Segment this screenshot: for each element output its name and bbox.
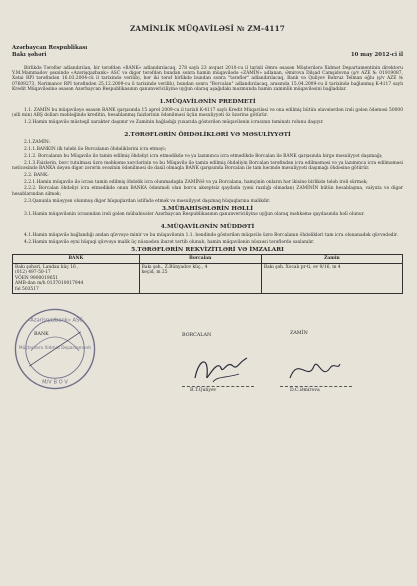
- zamin-name: D.C.Əmirova: [290, 388, 320, 394]
- bank-requisites: [13, 263, 140, 294]
- clause-4-2: 4.2.Hamin müqavilə eyni hüquqi qüvvəyə malik üç nüsxədən ibarət tərtib olunub, hamin müqavilənin nüsxəsi tərəflərdə saxlanılır.: [24, 239, 315, 245]
- bank-account: AMB-dan m/h 0137010017944: [15, 281, 84, 287]
- requisites-header-row: [13, 255, 403, 264]
- clause-2-2-1: 2.2.1.Hamin müqavilə ilə icrası tamin edilmiş öhdəlik icra olunmadıqda ZAMİNƏ və ya Borcalana, hamçinin onların hər ikisinə birlikdə tələb irəli sürmək;: [24, 179, 368, 185]
- section-5-title: 5.TƏRƏFLƏRİN REKVİZİTLƏRİ VƏ İMZALARI: [131, 245, 284, 253]
- clause-2-2: 2.2. BANK:: [24, 172, 49, 178]
- bank-voen: VÖEN 9900019651: [15, 275, 59, 281]
- borcalan-requisites: [139, 263, 261, 294]
- city-label: Bakı şəhəri: [12, 51, 47, 58]
- sign-borcalan-label: BORCALAN: [182, 333, 212, 339]
- requisites-table: [12, 254, 403, 294]
- sign-bank-label: BANK: [34, 332, 49, 338]
- zamin-signature-icon: [284, 352, 344, 388]
- header-borcalan: Borcalan: [139, 255, 261, 264]
- clause-2-1-3: 2.1.3.Faizlərin, borc tutulması üzrə məhkəmə xərclərinin və bu Müqavilə ilə tamin edilmiş öhdəliyin Borcalan tərəfindən icra edilməməsi və ya lazımınca icra edilməməsi nəticəsində BANKA dəyən digər zərərin əvəzinin ödənilməsi də daxil olmaqla BANK qarşısında Borcalan ilə tam həcmdə məsuliyyəti daşımağı öhdəsinə götürür.: [12, 160, 403, 172]
- zamin-requisites: [261, 263, 402, 294]
- borcalan-name: B.T.Quliyev: [190, 388, 217, 394]
- section-3-title: 3.MÜBAHİSƏLƏRİN HƏLLİ: [161, 204, 254, 212]
- document-date: 10 may 2012-ci il: [350, 51, 403, 58]
- bank-address: Bakı şəhəri, Landau küç 16 ,: [15, 264, 79, 270]
- clause-4-1: 4.1.Hamin müqavilə bağlandığı andan qüvvəyə minir və bu müqavilənin 1.1. bəndində göstərilən müqavilə üzrə Borcalanın öhdəlikləri tam icra olunanadək qüvvədədir.: [24, 232, 398, 238]
- borcalan-address-2: keçid, m 25: [141, 270, 168, 276]
- document-title: ZAMİNLİK MÜQAVİLƏSİ № ZM-4117: [129, 24, 286, 33]
- borcalan-sign-line: [182, 386, 254, 387]
- borcalan-signature-icon: [187, 348, 257, 388]
- sign-zamin-label: ZAMİN: [290, 331, 308, 337]
- zamin-address: Bakı şəh. Xocalı pr-ti, ev 9/16, m 4: [263, 264, 341, 270]
- bank-stamp-icon: [12, 306, 98, 392]
- bank-phone: (012) 497-50-17: [15, 270, 51, 276]
- clause-2-1-2: 2.1.2. Borcalanın bu Müqavilə ilə tamin edilmiş öhdəliyi icra etmədikdə və ya lazımınca icra etmədikdə Borcalan ilə BANK qarşısında birgə məsuliyyət daşımağı;: [24, 153, 383, 159]
- signature-labels: [12, 331, 403, 346]
- header-bank: BANK: [13, 255, 140, 264]
- intro-paragraph: Birlikdə Tərəflər adlandırılan, bir tərəfdən «BANK» adlandırılacaq, 278 saylı 23 avqust 2010-cu il tarixli Əmrə əsasən Müştərilərə Xidmət Departamentinin direktoru Y.M.Mammadov şəxsində «Azərişqazbank» ASC və digər tərəfdən bundan sonra hamin müqavilədə «ZAMİN» adlanan, Əmirova Dilşad Camşidovna (ş/v AZE № 01919087, Xətai RPI tərəfindən 16.03.2004-cü il tarixində verilib), hər iki tərəf birlikdə bundan sonra "tərəflər" adlandırılacaq, Bank və Quliyev Bəhruz Telman oğlu (ş/v AZE № 07609273, Nərimanov RPI tərəfindən 25.12.2009-cu il tarixində verilib), bundan sonra "Borcalan" adlandırılacaq, arasında 15.04.2009-cu il tarixində bağlanmış K-4117 saylı Kredit Müqaviləsinə əsasən Azərbaycan Respublikasının qanunvericiliyinə uyğun olaraq aşağıdakı məzmunda hamin zaminlik müqaviləsini bağladılar.: [12, 65, 403, 93]
- section-4-title: 4.MÜQAVİLƏNİN MÜDDƏTİ: [160, 223, 255, 231]
- clause-1-2: 1.2.Hamin müqavilə müstəqil xarakter daşımır və Zaminin bağladığı yuxarıda göstərilən müqavilənin icrasının təminatı rolunu daşıyır.: [24, 119, 324, 125]
- clause-2-2-2: 2.2.2. Borcalan öhdəliyi icra etmədikdə onun BANKA ödənməli olan borcu akseptsiz qaydada (yəni razılığı olmadan) ZAMİNİN bütün hesablaşma, valyuta və digər hesablarından silmək;: [12, 186, 403, 197]
- zamin-sign-line: [280, 386, 352, 387]
- section-1-title: 1.MÜQAVİLƏNİN PREDMETİ: [159, 98, 256, 106]
- header-zamin: Zamin: [261, 255, 402, 264]
- section-2-title: 2.TƏRƏFLƏRİN ÖHDƏLİKLƏRİ VƏ MƏSULİYYƏTİ: [124, 131, 291, 139]
- signature-area: [12, 300, 403, 440]
- clause-2-1-1: 2.1.1.BANKIN ilk tələbi ilə Borcalanın öhdəliklərini icra etməyi;: [24, 147, 167, 153]
- country-label: Azərbaycan Respublikası: [12, 45, 88, 52]
- document-header: [12, 45, 403, 58]
- bank-extra: fəl 503517: [15, 286, 39, 292]
- requisites-row: [13, 263, 403, 294]
- borcalan-address-1: Bakı şəh., Z.Bünyadov küç., 4: [141, 264, 208, 270]
- stamp-text-mid: Müştərilərə Xidmət Departamenti: [18, 346, 92, 352]
- clause-2-1: 2.1.ZAMİN:: [24, 140, 50, 146]
- clause-3-1: 3.1.Hamin müqavilənin icrasından irəli gələn mübahisələr Azərbaycan Respublikasının qanunvericiliyinə uyğun olaraq məhkəmə qaydasında həll olunur.: [24, 212, 365, 218]
- clause-1-1: 1.1. ZAMİN bu müqaviləyə əsasən BANK qarşısında 15 aprel 2009-cu il tarixli K-4117 saylı Kredit Müqaviləsi və ona edilmiş bütün əlavələrdən irəli gələn ödəməsi 50000 (əlli min) ABŞ dolları məbləğində kreditin, hesablanmış faizlərinin ödənilməsi üçün məsuliyyəti öz üzərinə götürür.: [12, 107, 403, 118]
- stamp-text-bottom: M/V B O V: [42, 379, 68, 386]
- stamp-text-top: «Azərişqazbank» ASC: [27, 317, 83, 324]
- clause-2-3: 2.3.Qanunla müəyyən olunmuş digər hüquqlardan istifadə etmək və məsuliyyət daşımaq hüquqlarına malikdir.: [24, 198, 271, 204]
